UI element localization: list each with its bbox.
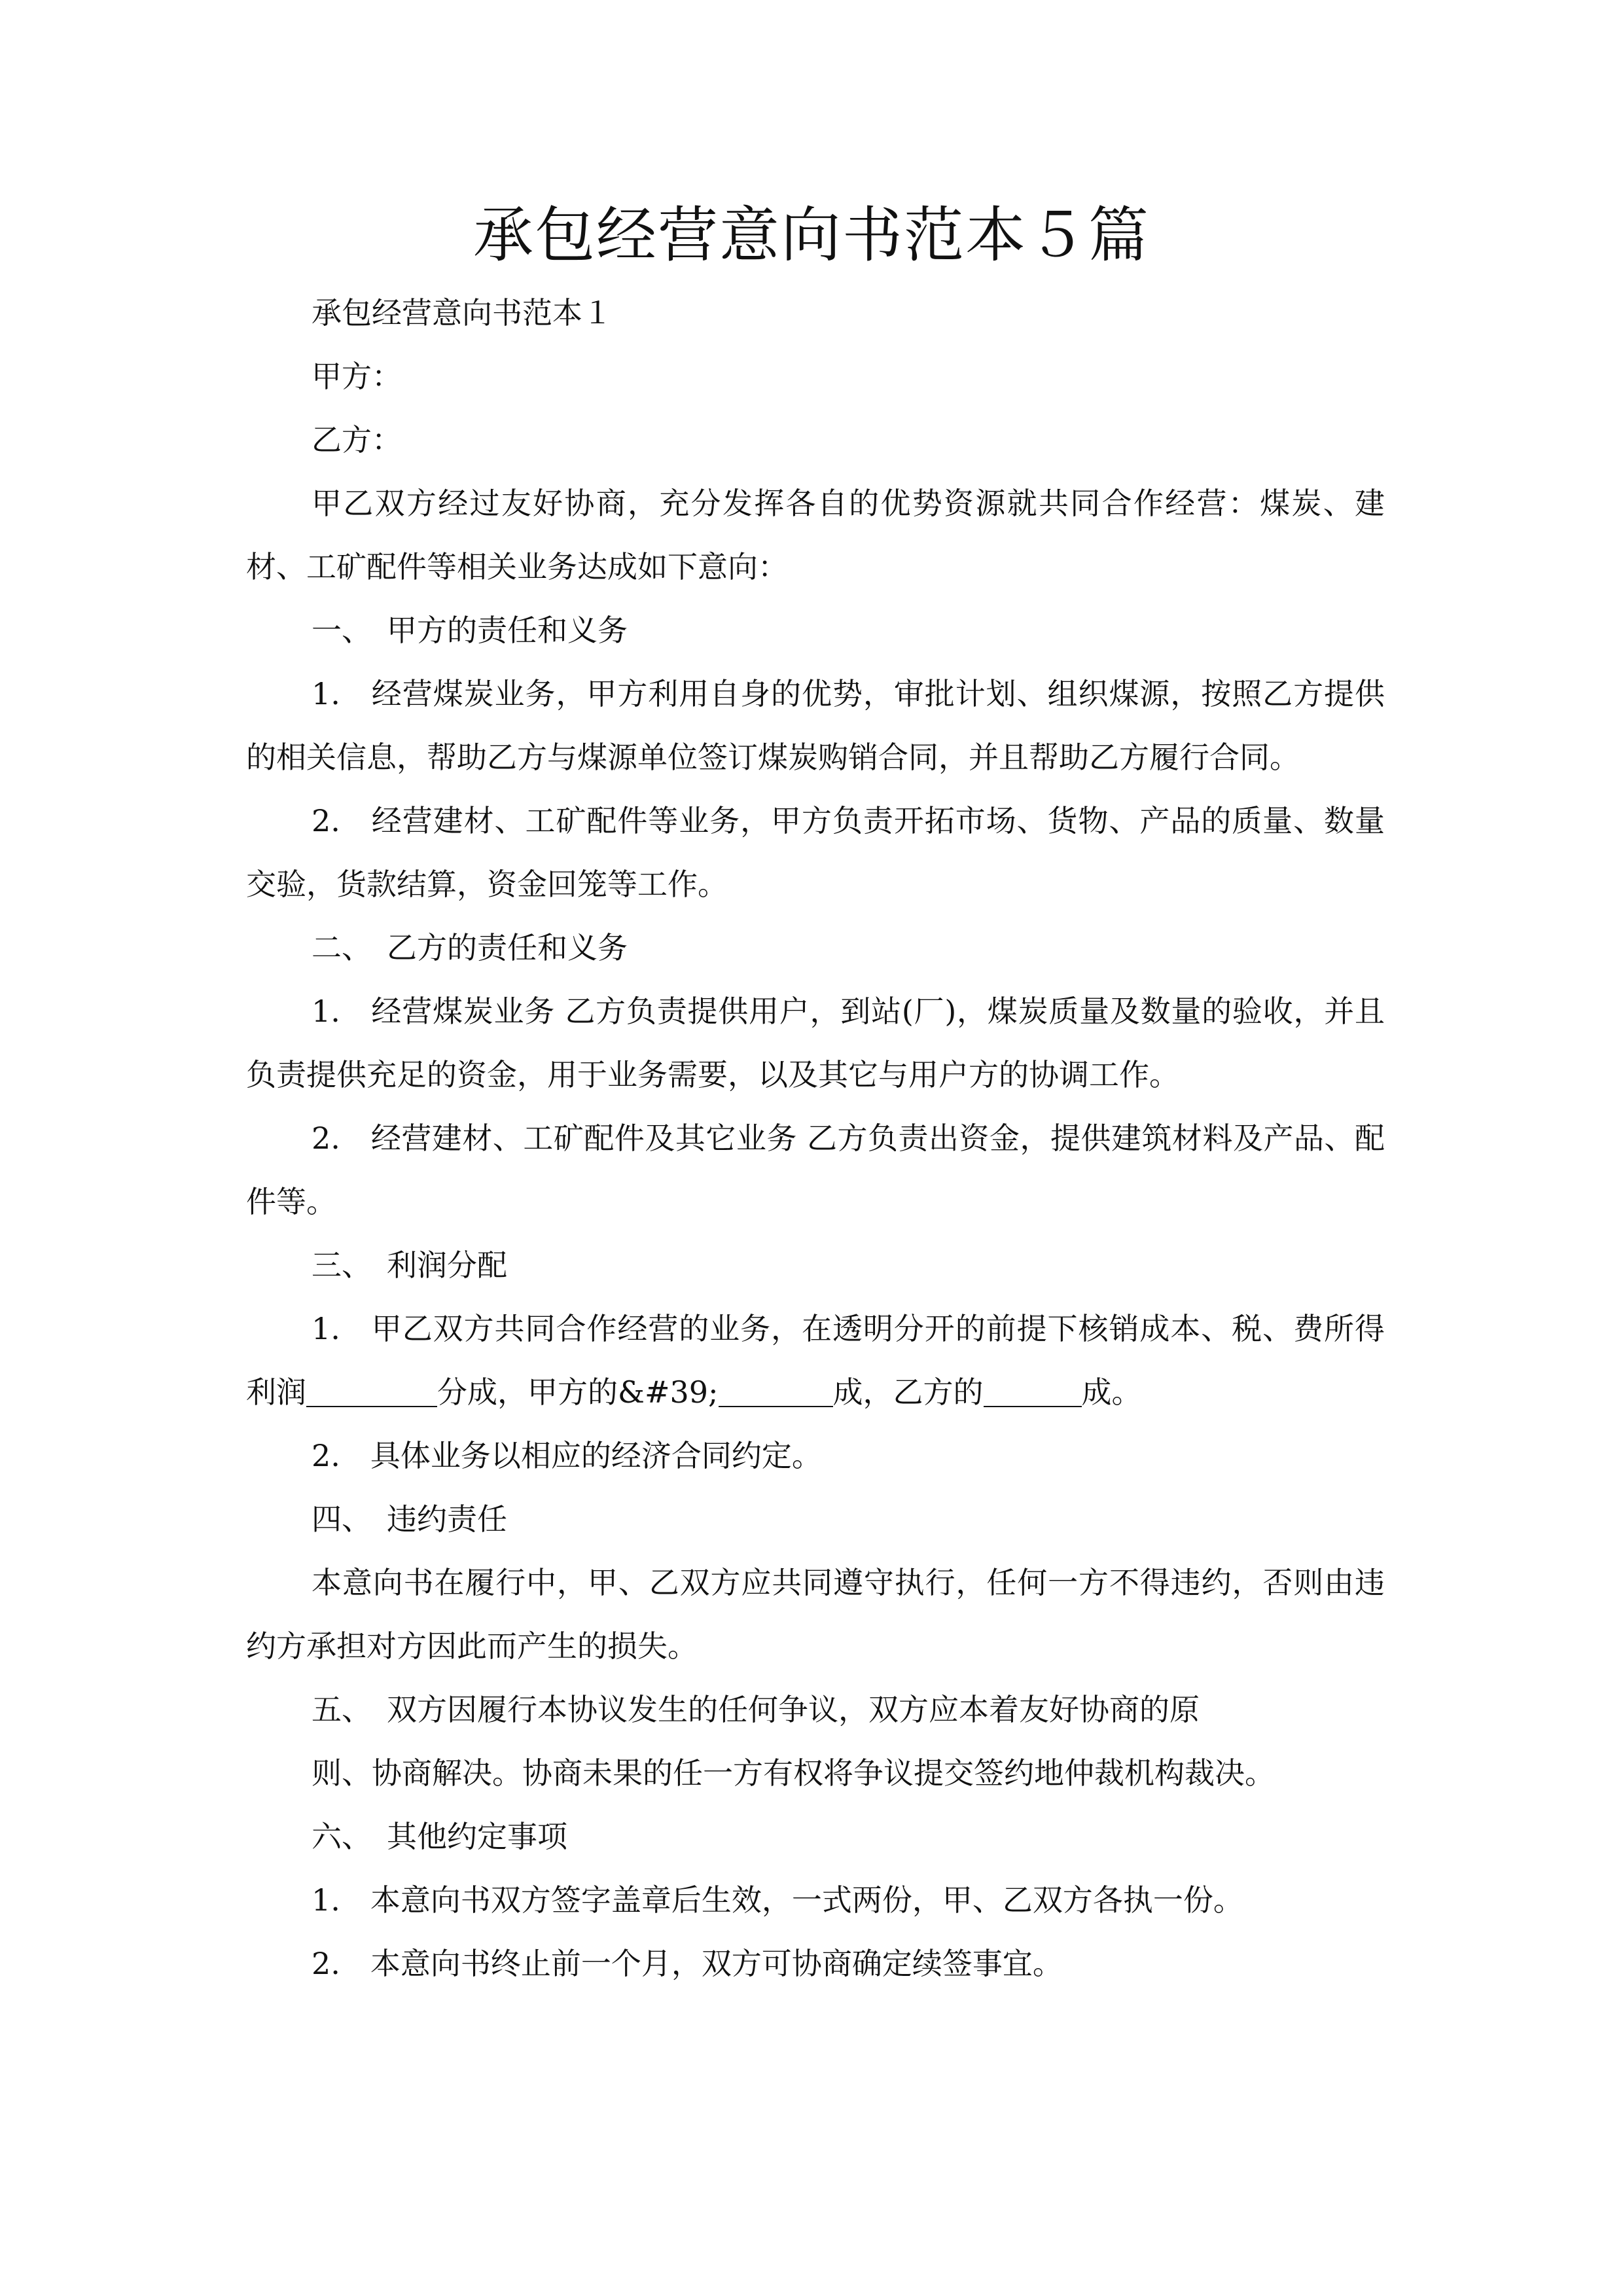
blank-field-profit [306, 1376, 437, 1407]
section-3-item-1 [246, 1297, 1385, 1424]
section-3-item-1-text-b: 分成，甲方的&#39; [437, 1374, 719, 1410]
party-a-label: 甲方： [312, 359, 402, 394]
section-2-item-2: 2. 经营建材、工矿配件及其它业务 乙方负责出资金，提供建筑材料及产品、配件等。 [246, 1121, 1385, 1219]
section-1-item-1: 1. 经营煤炭业务，甲方利用自身的优势，审批计划、组织煤源，按照乙方提供的相关信息，帮助乙方与煤源单位签订煤炭购销合同，并且帮助乙方履行合同。 [246, 676, 1385, 775]
section-6-item-1: 1. 本意向书双方签字盖章后生效，一式两份，甲、乙双方各执一份。 [312, 1882, 1243, 1918]
document-subtitle: 承包经营意向书范本１ [312, 295, 613, 331]
section-3-item-1-text-c: 成，乙方的 [832, 1374, 984, 1410]
section-2-heading: 二、 乙方的责任和义务 [312, 930, 628, 965]
blank-field-party-a-share [719, 1376, 833, 1407]
section-4-text: 本意向书在履行中，甲、乙双方应共同遵守执行，任何一方不得违约，否则由违约方承担对方因此而产生的损失。 [246, 1565, 1385, 1664]
section-6-item-2: 2. 本意向书终止前一个月，双方可协商确定续签事宜。 [312, 1946, 1063, 1981]
section-5-line-1: 五、 双方因履行本协议发生的任何争议，双方应本着友好协商的原 [312, 1692, 1200, 1727]
document-body [246, 281, 1385, 1996]
section-1-item-2: 2. 经营建材、工矿配件等业务，甲方负责开拓市场、货物、产品的质量、数量交验，货款结算，资金回笼等工作。 [246, 803, 1385, 902]
section-5-line-2: 则、协商解决。协商未果的任一方有权将争议提交签约地仲裁机构裁决。 [312, 1755, 1275, 1791]
section-6-heading: 六、 其他约定事项 [312, 1819, 567, 1854]
section-4-heading: 四、 违约责任 [312, 1501, 507, 1537]
blank-field-party-b-share [984, 1376, 1082, 1407]
section-3-item-1-text-d: 成。 [1081, 1374, 1142, 1410]
section-3-heading: 三、 利润分配 [312, 1247, 507, 1283]
intro-paragraph: 甲乙双方经过友好协商，充分发挥各自的优势资源就共同合作经营：煤炭、建材、工矿配件等相关业务达成如下意向： [246, 486, 1385, 584]
section-3-item-1-text-a: 1. 甲乙双方共同合作经营的业务，在透明分开的前提下核销成本、税、费所得利润 [246, 1311, 1385, 1410]
party-b-label: 乙方： [312, 422, 402, 457]
section-1-heading: 一、 甲方的责任和义务 [312, 613, 628, 648]
section-2-item-1: 1. 经营煤炭业务 乙方负责提供用户，到站(厂)，煤炭质量及数量的验收，并且负责提供充足的资金，用于业务需要，以及其它与用户方的协调工作。 [246, 994, 1385, 1092]
section-3-item-2: 2. 具体业务以相应的经济合同约定。 [312, 1438, 822, 1473]
document-title: 承包经营意向书范本５篇 [473, 200, 1150, 270]
